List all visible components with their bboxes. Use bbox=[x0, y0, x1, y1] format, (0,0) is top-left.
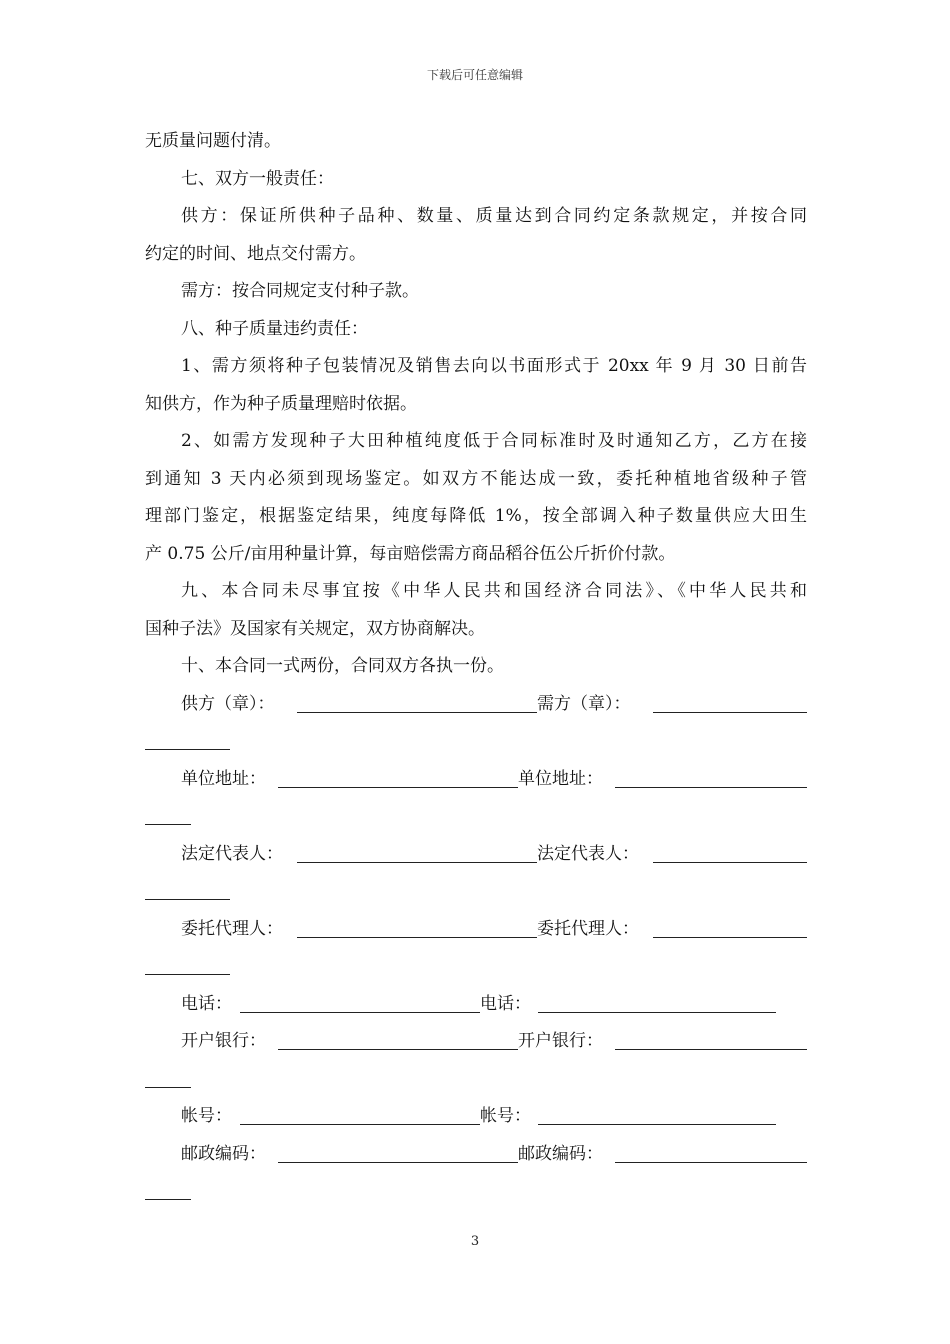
supplier-agent-blank bbox=[297, 937, 537, 938]
signature-row-bank bbox=[145, 1023, 807, 1061]
paragraph-line: 需方：按合同规定支付种子款。 bbox=[181, 281, 419, 301]
supplier-phone-blank bbox=[240, 1012, 480, 1013]
buyer-agent-blank bbox=[653, 937, 807, 938]
buyer-phone-blank bbox=[538, 1012, 776, 1013]
supplier-address-label: 单位地址： bbox=[181, 768, 266, 789]
paragraph-line: 1、需方须将种子包装情况及销售去向以书面形式于 20xx 年 9 月 30 日前告 bbox=[181, 356, 807, 376]
signature-continuation bbox=[145, 798, 807, 836]
buyer-agent-label: 委托代理人： bbox=[537, 918, 639, 939]
supplier-legal-rep-label: 法定代表人： bbox=[181, 843, 283, 864]
buyer-account-blank bbox=[538, 1124, 776, 1125]
supplier-bank-label: 开户银行： bbox=[181, 1031, 266, 1051]
supplier-account-label: 帐号： bbox=[181, 1106, 232, 1126]
paragraph-line: 理部门鉴定，根据鉴定结果，纯度每降低 1%，按全部调入种子数量供应大田生 bbox=[145, 506, 807, 526]
buyer-address-blank bbox=[615, 787, 807, 788]
paragraph-line: 约定的时间、地点交付需方。 bbox=[145, 243, 366, 264]
supplier-seal-label: 供方（章）： bbox=[181, 693, 275, 714]
signature-row-account bbox=[145, 1098, 807, 1136]
paragraph-line: 供方：保证所供种子品种、数量、质量达到合同约定条款规定，并按合同 bbox=[181, 206, 807, 226]
buyer-phone-label: 电话： bbox=[480, 993, 531, 1014]
paragraph-line: 无质量问题付清。 bbox=[145, 131, 281, 151]
signature-row-address bbox=[145, 761, 807, 799]
buyer-legal-rep-blank bbox=[653, 862, 807, 863]
buyer-address-blank-continued bbox=[145, 824, 191, 825]
supplier-account-blank bbox=[240, 1124, 480, 1125]
supplier-agent-label: 委托代理人： bbox=[181, 918, 283, 939]
buyer-seal-label: 需方（章）： bbox=[537, 693, 631, 714]
signature-continuation bbox=[145, 723, 807, 761]
supplier-legal-rep-blank bbox=[297, 862, 537, 863]
paragraph-line: 国种子法》及国家有关规定，双方协商解决。 bbox=[145, 618, 485, 639]
supplier-postcode-label: 邮政编码： bbox=[181, 1143, 266, 1164]
signature-row-phone bbox=[145, 986, 807, 1024]
supplier-postcode-blank bbox=[278, 1162, 518, 1163]
section-heading-general-duties: 七、双方一般责任： bbox=[181, 168, 334, 189]
buyer-bank-blank-continued bbox=[145, 1087, 191, 1088]
page-number: 3 bbox=[470, 1234, 480, 1249]
page-header: 下载后可任意编辑 bbox=[426, 68, 523, 82]
signature-row-seal bbox=[145, 686, 807, 724]
buyer-address-label: 单位地址： bbox=[518, 768, 603, 789]
buyer-account-label: 帐号： bbox=[480, 1106, 531, 1126]
signature-continuation bbox=[145, 873, 807, 911]
contract-body bbox=[145, 123, 807, 1211]
buyer-bank-label: 开户银行： bbox=[518, 1031, 603, 1051]
signature-continuation bbox=[145, 1173, 807, 1211]
buyer-postcode-label: 邮政编码： bbox=[518, 1143, 603, 1164]
paragraph-line: 到通知 3 天内必须到现场鉴定。如双方不能达成一致，委托种植地省级种子管 bbox=[145, 468, 807, 489]
signature-row-legal-rep bbox=[145, 836, 807, 874]
signature-row-agent bbox=[145, 911, 807, 949]
buyer-legal-rep-label: 法定代表人： bbox=[537, 843, 639, 864]
paragraph-line: 产 0.75 公斤/亩用种量计算，每亩赔偿需方商品稻谷伍公斤折价付款。 bbox=[145, 543, 676, 564]
buyer-postcode-blank-continued bbox=[145, 1199, 191, 1200]
buyer-legal-rep-blank-continued bbox=[145, 899, 230, 900]
buyer-seal-blank-continued bbox=[145, 749, 230, 750]
paragraph-line: 知供方，作为种子质量理赔时依据。 bbox=[145, 393, 417, 414]
supplier-seal-blank bbox=[297, 712, 537, 713]
signature-continuation bbox=[145, 948, 807, 986]
buyer-postcode-blank bbox=[615, 1162, 807, 1163]
section-heading-quality-liability: 八、种子质量违约责任： bbox=[181, 318, 368, 339]
buyer-seal-blank bbox=[653, 712, 807, 713]
paragraph-line: 九、本合同未尽事宜按《中华人民共和国经济合同法》、《中华人民共和 bbox=[181, 581, 807, 601]
paragraph-line: 十、本合同一式两份，合同双方各执一份。 bbox=[181, 656, 504, 676]
supplier-address-blank bbox=[278, 787, 518, 788]
signature-row-postcode bbox=[145, 1136, 807, 1174]
supplier-phone-label: 电话： bbox=[181, 993, 232, 1014]
buyer-bank-blank bbox=[615, 1049, 807, 1050]
paragraph-line: 2、如需方发现种子大田种植纯度低于合同标准时及时通知乙方，乙方在接 bbox=[181, 431, 807, 451]
buyer-agent-blank-continued bbox=[145, 974, 230, 975]
supplier-bank-blank bbox=[278, 1049, 518, 1050]
signature-continuation bbox=[145, 1061, 807, 1099]
